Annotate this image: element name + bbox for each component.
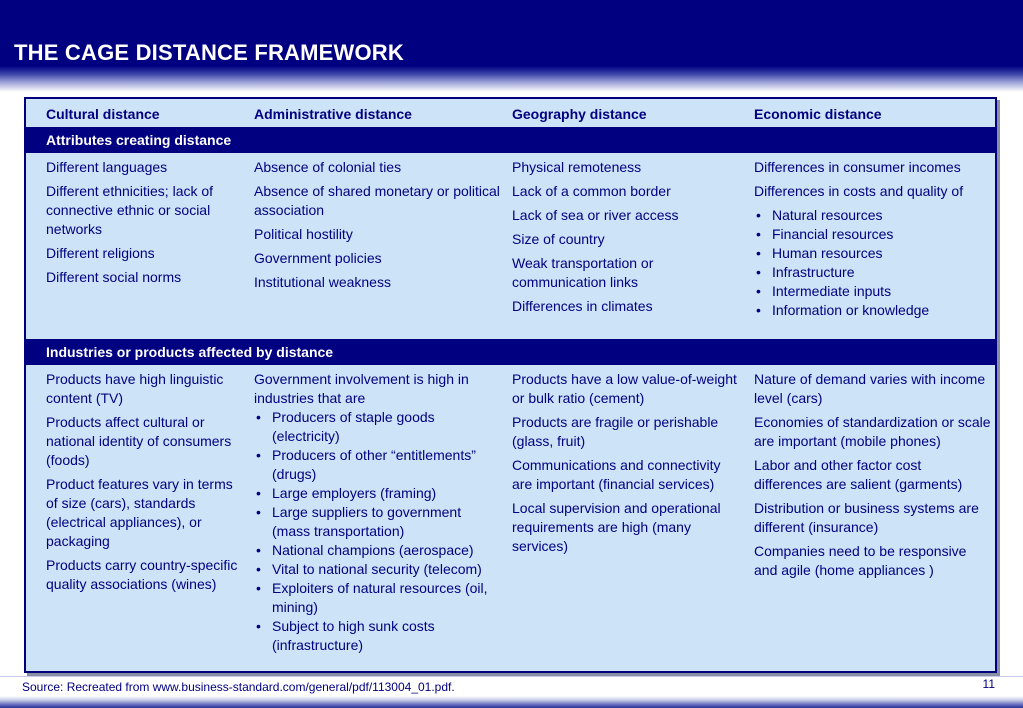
cell-item: Products affect cultural or national identity of consumers (foods) xyxy=(46,414,232,468)
cell-item: Products have high linguistic content (TV) xyxy=(46,371,224,406)
cell-item: Absence of shared monetary or political association xyxy=(254,183,500,218)
s2-geography-cell xyxy=(512,370,740,561)
cell-item: Differences in consumer incomes xyxy=(754,159,961,175)
cell-item: Different languages xyxy=(46,159,168,175)
s1-economic-cell xyxy=(754,158,992,320)
section-band-industries: Industries or products affected by distance xyxy=(26,339,995,365)
s2-cultural-cell xyxy=(46,370,238,599)
cell-item: Different social norms xyxy=(46,269,182,285)
section-band-attributes: Attributes creating distance xyxy=(26,127,995,153)
s1-economic-bullets xyxy=(754,206,992,320)
s2-economic-cell xyxy=(754,370,992,585)
cell-item: Communications and connectivity are important (financial services) xyxy=(512,457,721,492)
page-number: 11 xyxy=(982,677,995,691)
bullet-item: • Producers of other “entitlements” (drugs) xyxy=(254,446,502,484)
bullet-item: • Large employers (framing) xyxy=(254,484,502,503)
s1-economic-items xyxy=(754,158,992,201)
cell-item: Lack of a common border xyxy=(512,183,671,199)
bullet-item: • Human resources xyxy=(754,244,992,263)
cell-item: Political hostility xyxy=(254,226,353,242)
cell-item: Institutional weakness xyxy=(254,274,391,290)
title-banner xyxy=(0,0,1023,92)
cell-item: Differences in costs and quality of xyxy=(754,183,964,199)
bullet-item: • Producers of staple goods (electricity) xyxy=(254,408,502,446)
s2-administrative-intro: Government involvement is high in industries that are xyxy=(254,371,469,406)
cell-item: Companies need to be responsive and agile (home appliances ) xyxy=(754,543,967,578)
cell-item: Product features vary in terms of size (cars), standards (electrical appliances), or packaging xyxy=(46,476,233,549)
column-header-geography: Geography distance xyxy=(512,106,647,122)
cell-item: Economies of standardization or scale are important (mobile phones) xyxy=(754,414,991,449)
bullet-item: • National champions (aerospace) xyxy=(254,541,502,560)
s2-administrative-cell xyxy=(254,370,502,655)
s1-geography-cell xyxy=(512,158,740,321)
cell-item: Distribution or business systems are different (insurance) xyxy=(754,500,979,535)
bottom-gradient-bar xyxy=(0,696,1023,708)
cage-table xyxy=(24,97,997,673)
bullet-item: • Large suppliers to government (mass transportation) xyxy=(254,503,502,541)
page-title: THE CAGE DISTANCE FRAMEWORK xyxy=(14,40,404,65)
bullet-item: • Exploiters of natural resources (oil, mining) xyxy=(254,579,502,617)
s2-administrative-bullets xyxy=(254,408,502,655)
cell-item: Products carry country-specific quality associations (wines) xyxy=(46,557,238,592)
footer-divider xyxy=(0,676,1023,677)
cell-item: Physical remoteness xyxy=(512,159,642,175)
bullet-item: • Financial resources xyxy=(754,225,992,244)
bullet-item: • Intermediate inputs xyxy=(754,282,992,301)
s1-cultural-cell xyxy=(46,158,238,292)
column-header-administrative: Administrative distance xyxy=(254,106,412,122)
source-note: Source: Recreated from www.business-standard.com/general/pdf/113004_01.pdf. xyxy=(22,680,455,694)
bullet-item: • Subject to high sunk costs (infrastructure) xyxy=(254,617,502,655)
cell-item: Products are fragile or perishable (glass, fruit) xyxy=(512,414,719,449)
cell-item: Different religions xyxy=(46,245,155,261)
cell-item: Differences in climates xyxy=(512,298,653,314)
cell-item: Lack of sea or river access xyxy=(512,207,679,223)
cell-item: Weak transportation or communication links xyxy=(512,255,654,290)
bullet-item: • Information or knowledge xyxy=(754,301,992,320)
cell-item: Local supervision and operational requirements are high (many services) xyxy=(512,500,721,554)
bullet-item: • Vital to national security (telecom) xyxy=(254,560,502,579)
cell-item: Absence of colonial ties xyxy=(254,159,402,175)
cell-item: Size of country xyxy=(512,231,605,247)
cell-item: Different ethnicities; lack of connective ethnic or social networks xyxy=(46,183,214,237)
cell-item: Products have a low value-of-weight or bulk ratio (cement) xyxy=(512,371,737,406)
cell-item: Labor and other factor cost differences are salient (garments) xyxy=(754,457,963,492)
cell-item: Government policies xyxy=(254,250,382,266)
bullet-item: • Natural resources xyxy=(754,206,992,225)
column-header-cultural: Cultural distance xyxy=(46,106,160,122)
column-header-economic: Economic distance xyxy=(754,106,882,122)
cell-item: Nature of demand varies with income level (cars) xyxy=(754,371,986,406)
s1-administrative-cell xyxy=(254,158,502,297)
bullet-item: • Infrastructure xyxy=(754,263,992,282)
